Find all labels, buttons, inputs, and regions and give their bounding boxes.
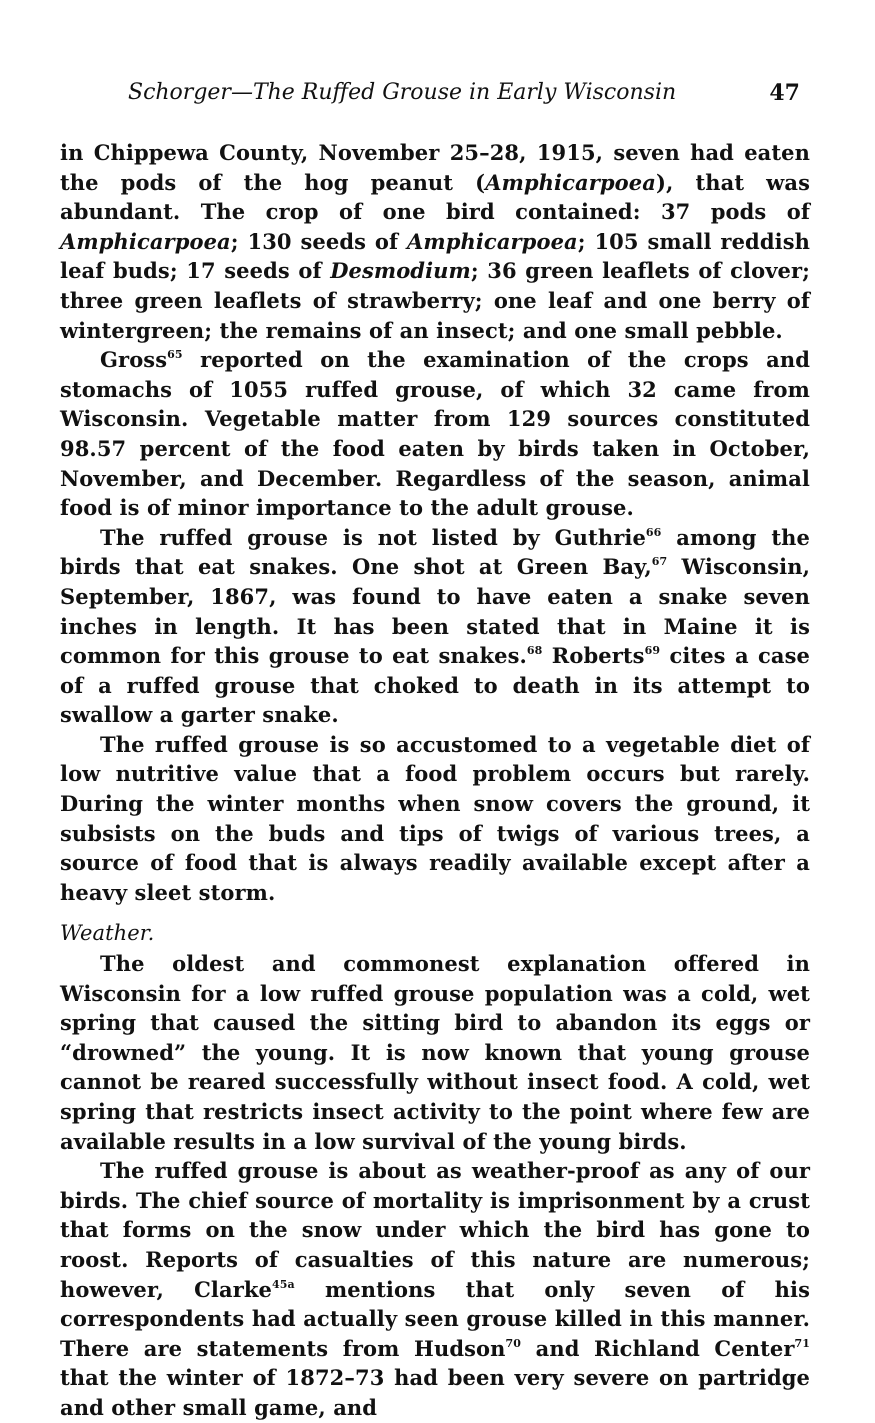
species-name: Amphicarpoea — [485, 169, 656, 195]
page-number: 47 — [769, 80, 800, 106]
paragraph-gross-study — [60, 345, 810, 523]
body-text — [60, 138, 810, 1423]
text-run: Roberts — [542, 643, 645, 669]
text-run: in Chippewa County, November 25–28, 1915, seven had eaten the pods of the hog peanut ( — [60, 140, 810, 195]
text-run: cites a case of a ruffed grouse that choked to death in its attempt to swallow a garter snake. — [60, 643, 810, 728]
text-run: The ruffed grouse is not listed by Guthrie — [100, 524, 646, 550]
text-run: reported on the examination of the crops and stomachs of 1055 ruffed grouse, of which 32 came from Wisconsin. Vegetable matter from 129 sources constituted 98.57 percent of the food eaten by birds taken in October, November, and December. Regardless of the season, animal food is of minor importance to the adult grouse. — [60, 347, 810, 521]
text-run: that the winter of 1872–73 had been very severe on partridge and other small game, and — [60, 1365, 810, 1420]
section-heading-weather: Weather. — [60, 921, 155, 946]
footnote-ref: 45a — [272, 1277, 295, 1291]
text-run: mentions that only seven of his correspondents had actually seen grouse killed in this manner. There are statements from Hudson — [60, 1276, 810, 1361]
running-title: Schorger—The Ruffed Grouse in Early Wisconsin — [128, 80, 677, 105]
paragraph-wet-spring: The oldest and commonest explanation offered in Wisconsin for a low ruffed grouse population was a cold, wet spring that caused the sitting bird to abandon its eggs or “drowned” the young. It is now known that young grouse cannot be reared successfully without insect food. A cold, wet spring that restricts insect activity to the point where few are available results in a low survival of the young birds. — [60, 951, 810, 1154]
species-name: Amphicarpoea — [60, 228, 231, 254]
text-run: ; 130 seeds of — [230, 228, 407, 254]
text-run: ; 105 small reddish leaf buds; 17 seeds of — [60, 228, 810, 284]
footnote-ref: 71 — [794, 1336, 811, 1350]
species-name: Amphicarpoea — [406, 228, 578, 254]
species-name: Desmodium — [330, 258, 471, 284]
text-run: among the birds that eat snakes. One shot at Green Bay, — [60, 524, 810, 580]
footnote-ref: 65 — [167, 348, 183, 362]
text-run: The ruffed grouse is about as weather-proof as any of our birds. The chief source of mortality is imprisonment by a crust that forms on the snow under which the bird has gone to roost. Reports of casualties of this nature are numerous; however, Clarke — [60, 1158, 810, 1302]
footnote-ref: 70 — [505, 1336, 522, 1350]
footnote-ref: 68 — [526, 644, 543, 658]
footnote-ref: 67 — [651, 555, 668, 569]
text-run: Wisconsin, September, 1867, was found to have eaten a snake seven inches in length. It has been stated that in Maine it is common for this grouse to eat snakes. — [60, 554, 811, 669]
text-run: Gross — [100, 347, 168, 373]
text-run: ), that was abundant. The crop of one bird contained: 37 pods of — [60, 169, 810, 225]
paragraph-snow-crust — [60, 1156, 810, 1422]
footnote-ref: 66 — [645, 525, 662, 539]
paragraph-diet-continuation — [60, 138, 810, 345]
paragraph-vegetable-diet: The ruffed grouse is so accustomed to a vegetable diet of low nutritive value that a food problem occurs but rarely. During the winter months when snow covers the ground, it subsists on the buds and tips of twigs of various trees, a source of food that is always readily available except after a heavy sleet storm. — [60, 731, 810, 905]
running-header — [128, 78, 800, 108]
footnote-ref: 69 — [644, 644, 661, 658]
text-run: and Richland Center — [521, 1335, 795, 1361]
text-run: ; 36 green leaflets of clover; three green leaflets of strawberry; one leaf and one berry of wintergreen; the remains of an insect; and one small pebble. — [60, 258, 810, 343]
paragraph-snakes — [60, 523, 810, 730]
